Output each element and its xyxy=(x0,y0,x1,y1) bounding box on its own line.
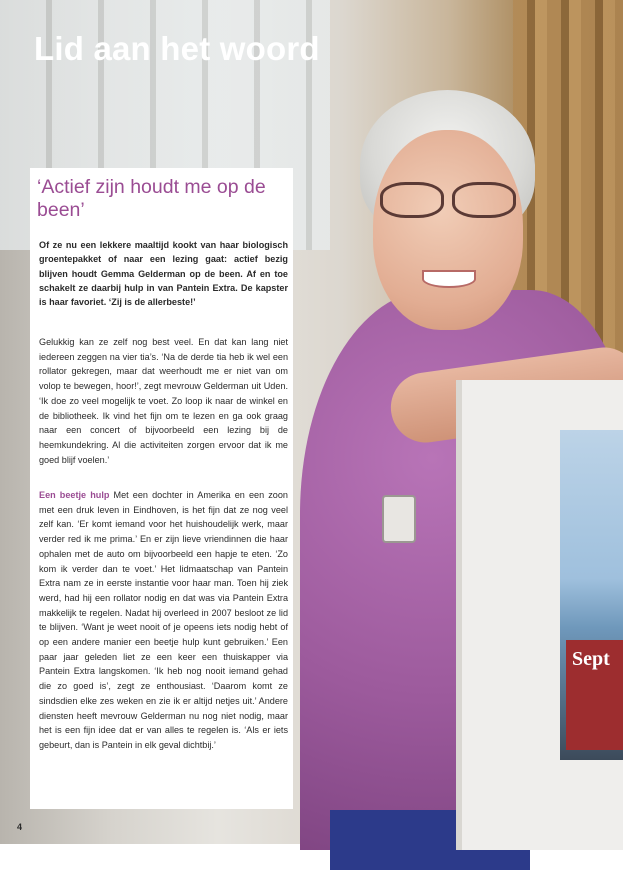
face xyxy=(373,130,523,330)
article-quote: ‘Actief zijn houdt me op de been’ xyxy=(37,176,266,221)
lanyard-badge xyxy=(382,495,416,543)
magazine-text: Sept xyxy=(572,648,610,670)
subheading: Een beetje hulp xyxy=(39,490,110,500)
paragraph-2-text: Met een dochter in Amerika en een zoon met een druk leven in Eindhoven, is het fijn dat ze nog veel zelf kan. ‘Er komt iemand voor het huishoudelijk werk, maar verder red ik me prima.’ En er zijn lieve vriendinnen die haar ophalen met de auto om bijvoorbeeld een hapje te eten. ‘Zo kom ik verder dan te voet.’ Het lidmaatschap van Pantein Extra nam ze in eerste instantie voor haar man. Toen hij ziek werd, had hij een rollator nodig en dat was via Pantein Extra makkelijk te regelen. Nadat hij overleed in 2007 besloot ze lid te blijven. ‘Want je weet nooit of je opeens iets nodig hebt of op een andere manier een beetje hulp kunt gebruiken.’ Een paar jaar geleden liet ze een keer een thuiskapper via Pantein Extra langskomen. ‘Ik heb nog nooit iemand gehad die zo goed is’, zegt ze enthousiast. ‘Daarom komt ze sindsdien elke zes weken en zie ik er altijd netjes uit.’ Andere diensten heeft mevrouw Gelderman nu nog niet nodig, maar het is een fijn idee dat er van alles te regelen is. ‘Als er iets gebeurt, dan is Pantein in elk geval dichtbij.’ xyxy=(39,490,288,750)
page-number: 4 xyxy=(17,822,23,832)
article-intro: Of ze nu een lekkere maaltijd kookt van haar biologisch groentepakket of naar een lezing gaat: actief bezig blijven houdt Gemma Gelderman op de been. Af en toe schakelt ze daarbij hulp in van Pantein Extra. De kapster is haar favoriet. ‘Zij is de allerbeste!’ xyxy=(39,240,288,308)
page-title: Lid aan het woord xyxy=(34,30,320,67)
smile xyxy=(422,270,476,288)
article-paragraph-2 xyxy=(39,488,288,753)
glasses xyxy=(380,182,520,214)
article-paragraph-1: Gelukkig kan ze zelf nog best veel. En dat kan lang niet iedereen zeggen na vier tia’s. ‘Na de derde tia heb ik wel een rollator gekregen, maar dat weerhoudt me er niet van om volop te bewegen, hoor!’, zegt mevrouw Gelderman uit Uden. ‘Ik doe zo veel mogelijk te voet. Zo loop ik naar de winkel en de bibliotheek. Ik vind het fijn om te lezen en ga ook graag naar een concert of bijvoorbeeld een lezing bij de heemkundekring. Al die activiteiten zorgen ervoor dat ik me goed blijf voelen.’ xyxy=(39,337,288,465)
